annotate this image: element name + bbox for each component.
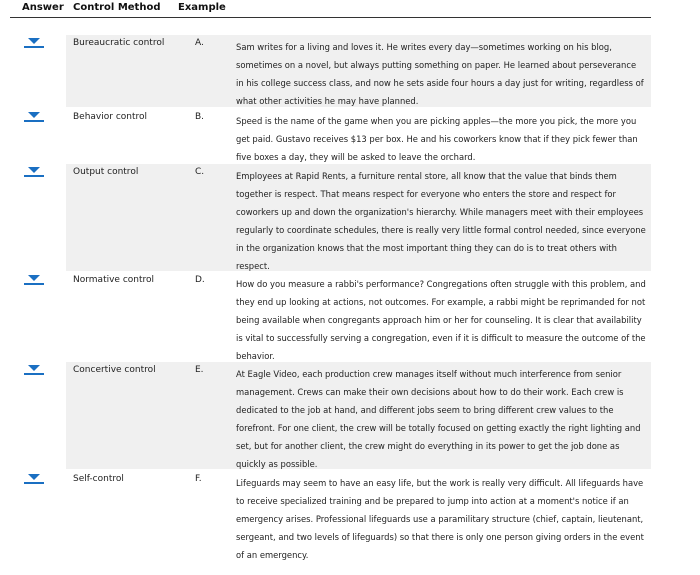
chevron-down-icon xyxy=(28,275,40,281)
table-row xyxy=(10,362,651,469)
table-header xyxy=(0,0,700,18)
example-letter: B. xyxy=(195,112,205,122)
dropdown-underline xyxy=(24,283,44,285)
table-row xyxy=(10,272,651,360)
table-row xyxy=(10,109,651,163)
example-text: Sam writes for a living and loves it. He writes every day—sometimes working on his blog, sometimes on a novel, but always putting something on paper. He learned about perseverance in his college success class, and now he sets aside four hours a day just for writing, regardless of what other activities he may have planned. xyxy=(236,42,644,106)
chevron-down-icon xyxy=(28,167,40,173)
dropdown-underline xyxy=(24,46,44,48)
dropdown-underline xyxy=(24,120,44,122)
example-letter: A. xyxy=(195,38,204,48)
example-letter: D. xyxy=(195,275,205,285)
chevron-down-icon xyxy=(28,365,40,371)
header-example: Example xyxy=(178,2,226,13)
control-method: Normative control xyxy=(73,275,155,285)
example-text: Speed is the name of the game when you are picking apples—the more you pick, the more you get paid. Gustavo receives $13 per box. He and his coworkers know that if they pick fewer than five boxes a day, they will be asked to leave the orchard. xyxy=(236,116,638,162)
control-method: Self-control xyxy=(73,474,124,484)
table-row xyxy=(10,471,651,561)
control-method: Behavior control xyxy=(73,112,148,122)
control-method: Bureaucratic control xyxy=(73,38,165,48)
control-method: Output control xyxy=(73,167,139,177)
dropdown-underline xyxy=(24,373,44,375)
chevron-down-icon xyxy=(28,112,40,118)
example-letter: F. xyxy=(195,474,202,484)
answer-dropdown[interactable] xyxy=(24,38,44,48)
header-control-method: Control Method xyxy=(73,2,161,13)
control-method: Concertive control xyxy=(73,365,156,375)
example-text: How do you measure a rabbi's performance? Congregations often struggle with this problem, and they end up looking at actions, not outcomes. For example, a rabbi might be reprimanded for not being available when congregants approach him or her for counseling. It is clear that availability is vital to successfully serving a congregation, even if it is difficult to measure the outcome of the behavior. xyxy=(236,279,646,361)
header-answer: Answer xyxy=(22,2,64,13)
header-divider xyxy=(10,17,651,18)
answer-dropdown[interactable] xyxy=(24,365,44,375)
table-row xyxy=(10,164,651,271)
chevron-down-icon xyxy=(28,474,40,480)
chevron-down-icon xyxy=(28,38,40,44)
example-text: Lifeguards may seem to have an easy life, but the work is really very difficult. All lifeguards have to receive specialized training and be prepared to jump into action at a moment's notice if an emergency arises. Professional lifeguards use a paramilitary structure (chief, captain, lieutenant, sergeant, and two levels of lifeguards) so that there is only one person giving orders in the event of an emergency. xyxy=(236,478,644,560)
answer-dropdown[interactable] xyxy=(24,112,44,122)
answer-dropdown[interactable] xyxy=(24,275,44,285)
example-letter: E. xyxy=(195,365,204,375)
answer-dropdown[interactable] xyxy=(24,167,44,177)
table-row xyxy=(10,35,651,107)
example-text: At Eagle Video, each production crew manages itself without much interference from senior management. Crews can make their own decisions about how to do their work. Each crew is dedicated to the job at hand, and different jobs seem to bring different crew values to the forefront. For one client, the crew will be totally focused on getting exactly the right lighting and set, but for another client, the crew might do everything in its power to get the job done as quickly as possible. xyxy=(236,369,641,469)
dropdown-underline xyxy=(24,175,44,177)
example-text: Employees at Rapid Rents, a furniture rental store, all know that the value that binds them together is respect. That means respect for everyone who enters the store and respect for coworkers up and down the organization's hierarchy. While managers meet with their employees regularly to coordinate schedules, there is really very little formal control needed, since everyone in the organization knows that the most important thing they can do is to treat others with respect. xyxy=(236,171,646,271)
dropdown-underline xyxy=(24,482,44,484)
answer-dropdown[interactable] xyxy=(24,474,44,484)
example-letter: C. xyxy=(195,167,205,177)
